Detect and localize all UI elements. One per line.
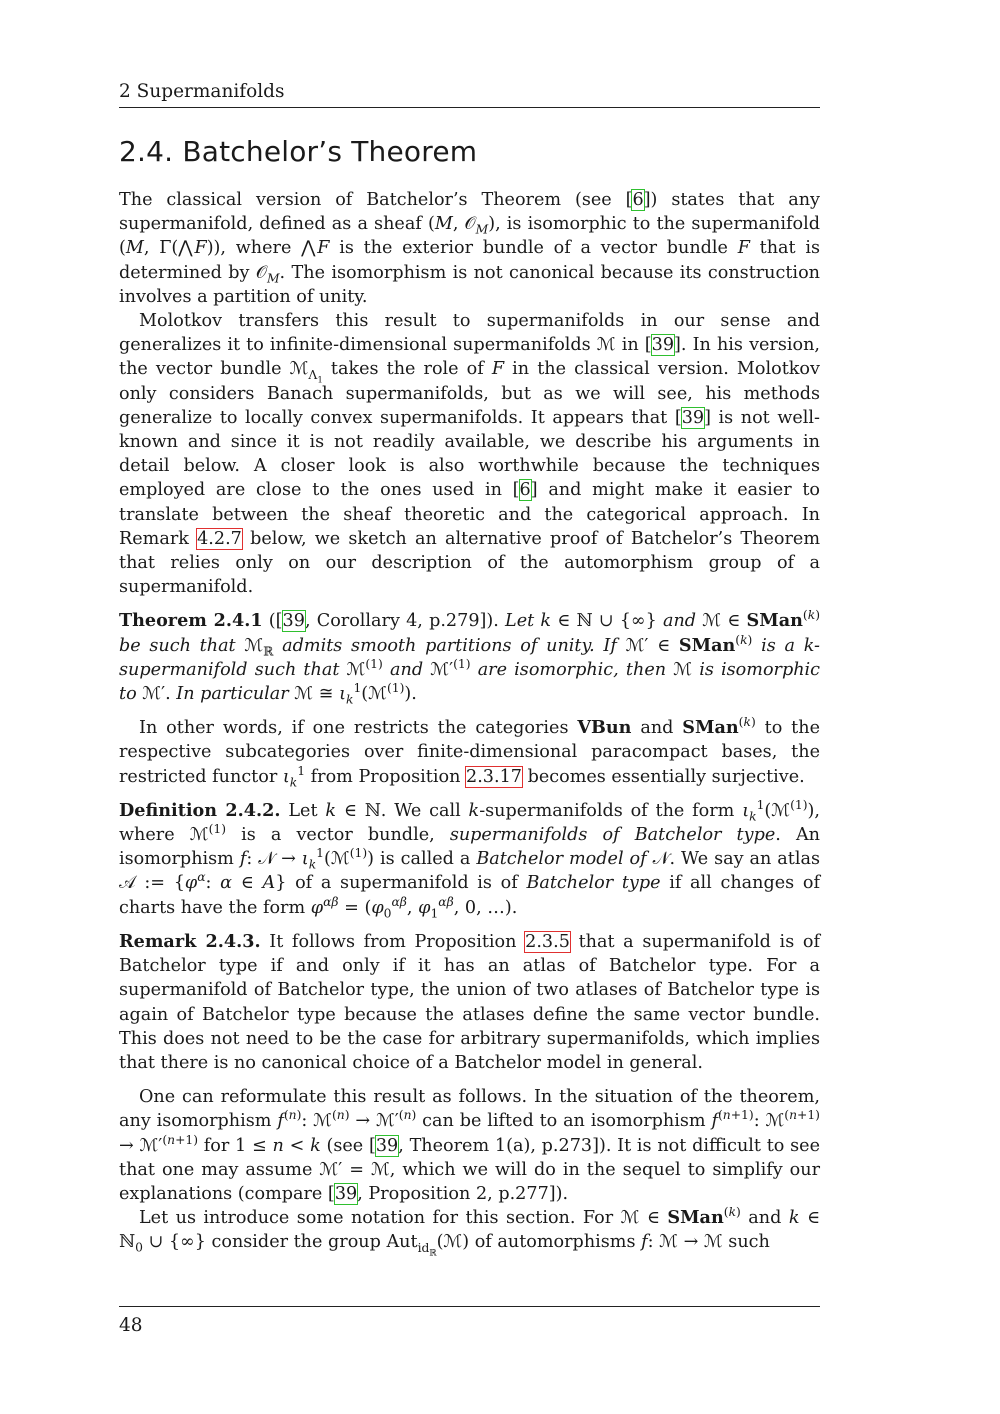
citation-link[interactable]: 6 — [519, 480, 531, 501]
paragraph-molotkov: Molotkov transfers this result to supermanifolds in our sense and generalizes it to infinite-dimensional supermanifolds ℳ in [39]. In his version, the vector bundle ℳ$_{\Lambda_1}$ takes the role of F in the classical version. Molotkov only considers Banach supermanifolds, but as we will see, his methods generalize to locally convex supermanifolds. It appears that [39] is not well-known and since it is not readily available, we describe his arguments in detail below. A closer look is also worthwhile because the techniques employed are close to the ones used in [6] and might make it easier to translate between the sheaf theoretic and the categorical approach. In Remark 4.2.7 below, we sketch an alternative proof of Batchelor’s Theorem that relies only on our description of the automorphism group of a supermanifold. — [119, 311, 821, 598]
definition-label: Definition 2.4.2. — [119, 799, 281, 821]
cross-reference-link[interactable]: 2.3.5 — [525, 931, 570, 952]
remark-2-4-3: Remark 2.4.3. It follows from Proposition 2.3.5 that a supermanifold is of Batchelor type if and only if it has an atlas of Batchelor type. For a supermanifold of Batchelor type, the union of two atlases of Batchelor type is again of Batchelor type because the atlases define the same vector bundle. This does not need to be the case for arbitrary supermanifolds, which implies that there is no canonical choice of a Batchelor model in general. — [119, 930, 820, 1073]
theorem-2-4-1: Theorem 2.4.1 ([39, Corollary 4, p.279]). Let k ∈ ℕ ∪ {∞} and ℳ ∈ SMan$^{(k)}$ be such that ℳ$_ℝ$ admits smooth partitions of unity. If ℳ′ ∈ SMan$^{(k)}$ is a k-supermanifold such that ℳ$^{(1)}$ and $ℳ'^{(1)}$ are isomorphic, then ℳ is isomorphic to ℳ′. In particular ℳ ≅ $\iota_k^1(ℳ^{(1)})$. — [119, 608, 821, 707]
footer-rule — [119, 1306, 820, 1307]
paragraph-notation: Let us introduce some notation for this section. For ℳ ∈ SMan$^{(k)}$ and k ∈ ℕ$_0$ ∪ {∞} consider the group Aut$_{id_ℝ}$(ℳ) of automorphisms f: ℳ → ℳ such — [119, 1205, 820, 1259]
citation-link[interactable]: 39 — [282, 611, 305, 632]
paragraph-reformulate: One can reformulate this result as follows. In the situation of the theorem, any isomorphism $f^{(n)}$: ℳ$^{(n)}$ → $ℳ'^{(n)}$ can be lifted to an isomorphism $f^{(n+1)}$: ℳ$^{(n+1)}$ → $ℳ'^{(n+1)}$ for 1 ≤ n < k (see [39, Theorem 1(a), p.273]). It is not difficult to see that one may assume ℳ′ = ℳ, which we will do in the sequel to simplify our explanations (compare [39, Proposition 2, p.277]). — [119, 1087, 820, 1204]
page — [119, 0, 820, 1414]
remark-label: Remark 2.4.3. — [119, 930, 261, 952]
page-number: 48 — [119, 1315, 143, 1336]
cross-reference-link[interactable]: 2.3.17 — [466, 766, 522, 787]
citation-link[interactable]: 6 — [632, 190, 644, 210]
paragraph-intro: The classical version of Batchelor’s Theorem (see [6]) states that any supermanifold, defined as a sheaf (M, 𝒪$_M$), is isomorphic to the supermanifold (M, Γ(⋀ F)), where ⋀ F is the exterior bundle of a vector bundle F that is determined by 𝒪$_M$. The isomorphism is not canonical because its construction involves a partition of unity. — [119, 190, 820, 307]
running-head: 2 Supermanifolds — [119, 80, 820, 108]
cross-reference-link[interactable]: 4.2.7 — [197, 528, 242, 549]
paragraph-other-words: In other words, if one restricts the categories VBun and SMan$^{(k)}$ to the respective subcategories over finite-dimensional paracompact bases, the restricted functor $\iota_k^1$ from Proposition 2.3.17 becomes essentially surjective. — [119, 715, 820, 790]
citation-link[interactable]: 39 — [334, 1183, 358, 1204]
theorem-label: Theorem 2.4.1 — [119, 610, 263, 632]
definition-2-4-2: Definition 2.4.2. Let k ∈ ℕ. We call k-supermanifolds of the form $\iota_k^1(ℳ^{(1)})$, where ℳ$^{(1)}$ is a vector bundle, supermanifolds of Batchelor type. An isomorphism f: 𝒩 → $\iota_k^1(ℳ^{(1)})$ is called a Batchelor model of 𝒩. We say an atlas 𝒜 := {$\varphi^\alpha$: α ∈ A} of a supermanifold is of Batchelor type if all changes of charts have the form $\varphi^{\alpha\beta} = (\varphi_0^{\alpha\beta}$, $\varphi_1^{\alpha\beta}$, 0, …). — [119, 798, 821, 921]
citation-link[interactable]: 39 — [375, 1135, 399, 1156]
citation-link[interactable]: 39 — [651, 335, 675, 356]
citation-link[interactable]: 39 — [681, 407, 705, 428]
body-text — [119, 188, 821, 1259]
section-title: 2.4. Batchelor’s Theorem — [119, 135, 478, 168]
